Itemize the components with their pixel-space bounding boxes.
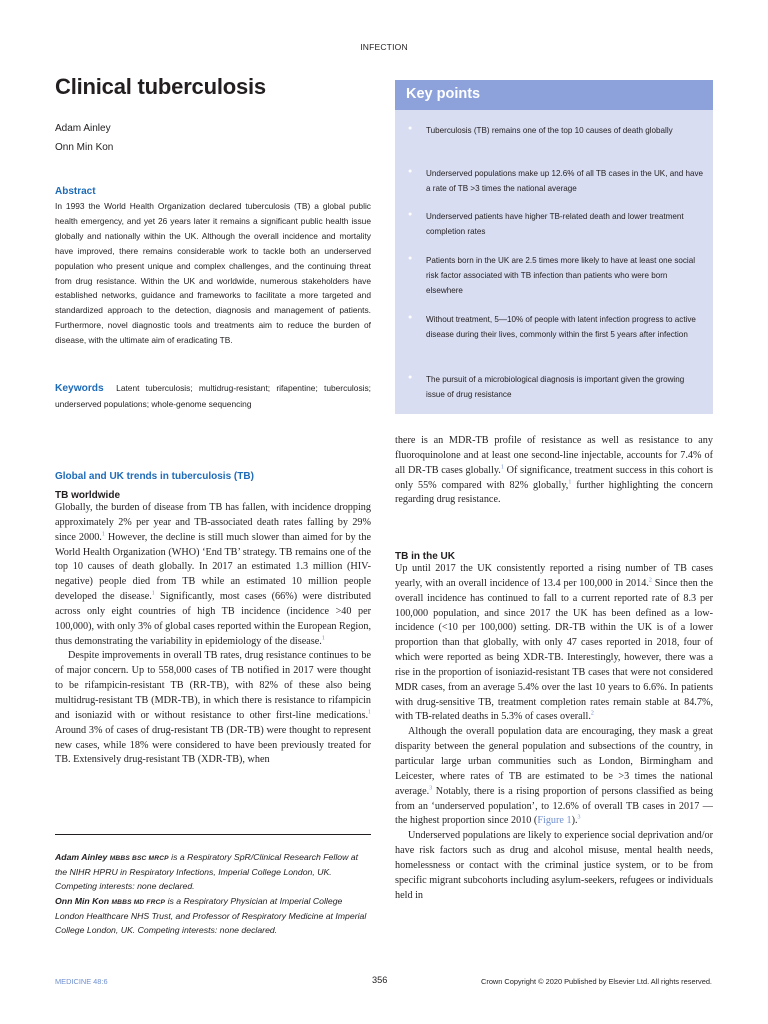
key-point-item: Tuberculosis (TB) remains one of the top 10 causes of death globally — [426, 126, 673, 135]
abstract-text: In 1993 the World Health Organization declared tuberculosis (TB) a global public health emergency, and yet 26 years later it remains a significant public health issue globally and nationally within the UK. Although the overall incidence and mortality have improved, there remains considerable work to tackle both an underserved population who present unique and complex challenges, and the continuing threat from drug resistance. Within the UK and worldwide, numerous stakeholders have established networks, guidance and frameworks to facilitate a more targeted and standardized approach to the detection, diagnosis and management of patients. Furthermore, novel diagnostic tools and treatments aim to reduce the burden of disease, with the ultimate aim of eradicating TB. — [55, 201, 371, 346]
key-point-item: Without treatment, 5—10% of people with latent infection progress to active disease during their lives, commonly within the first 5 years after infection — [426, 315, 696, 339]
paragraph: Although the overall population data are encouraging, they mask a great disparity between the general population and subsections of the country, in particular large urban communities such as London, Birmingham and Leicester, where rates of TB are estimated to be >3 times the national average.$^3$ Notably, there is a rising proportion of persons classified as being from an ‘underserved population’, to 12.6% of overall TB cases in 2017 — the highest proportion since 2010 (Figure 1).$^3$ — [395, 726, 713, 827]
author-footnote: Onn Min Kon MBBS MD FRCP is a Respiratory Physician at Imperial College London Healthcare NHS Trust, and Professor of Respiratory Medicine at Imperial College London, UK. Competing interests: none declared. — [55, 896, 367, 935]
citation-link[interactable]: 1 — [500, 464, 504, 471]
author-name: Adam Ainley — [55, 123, 111, 134]
subsection-heading: TB worldwide — [55, 490, 120, 501]
citation-link[interactable]: 2 — [590, 711, 594, 718]
running-head: INFECTION — [360, 42, 408, 52]
citation-link[interactable]: 2 — [648, 577, 652, 584]
footnote-divider — [55, 834, 371, 835]
keywords-label: Keywords — [55, 383, 104, 394]
journal-reference: MEDICINE 48:6 — [55, 977, 108, 986]
citation-link[interactable]: 1 — [568, 479, 572, 486]
right-column-body — [395, 562, 713, 903]
article-title: Clinical tuberculosis — [55, 74, 266, 99]
bullet-icon: ● — [408, 255, 413, 262]
subsection-heading: TB in the UK — [395, 551, 455, 562]
key-point-item: Patients born in the UK are 2.5 times more likely to have at least one social risk factor associated with TB infection than patients who were born elsewhere — [426, 256, 696, 295]
author-footnote: Adam Ainley MBBS BSC MRCP is a Respiratory SpR/Clinical Research Fellow at the NIHR HPRU in Respiratory Infections, Imperial College London, UK. Competing interests: none declared. — [55, 852, 359, 891]
abstract-heading: Abstract — [55, 186, 96, 197]
bullet-icon: ● — [408, 374, 413, 381]
page-number: 356 — [372, 975, 388, 985]
citation-link[interactable]: 1 — [101, 531, 105, 538]
bullet-icon: ● — [408, 211, 413, 218]
keywords-text: Latent tuberculosis; multidrug-resistant; rifapentine; tuberculosis; underserved populations; whole-genome sequencing — [55, 383, 372, 409]
key-points-box — [395, 80, 713, 414]
left-column-body — [55, 501, 371, 768]
citation-link[interactable]: 1 — [321, 635, 325, 642]
paragraph: Despite improvements in overall TB rates, drug resistance continues to be of major concern. Up to 558,000 cases of TB notified in 2017 were thought to be rifampicin-resistant TB (RR-TB), with 82% of these also being multidrug-resistant TB (MDR-TB), in which there is resistance to rifampicin and isoniazid with or without resistance to other first-line medications.$^1$ Around 3% of cases of drug-resistant TB (DR-TB) were thought to represent new cases, while 18% were considered to have been previously treated for TB. Extensively drug-resistant TB (XDR-TB), when — [55, 650, 371, 766]
citation-link[interactable]: 3 — [577, 814, 581, 821]
keywords — [55, 381, 371, 412]
figure-link[interactable]: Figure 1 — [537, 815, 572, 827]
copyright-notice: Crown Copyright © 2020 Published by Elsevier Ltd. All rights reserved. — [481, 977, 712, 986]
citation-link[interactable]: 1 — [151, 590, 155, 597]
paragraph: there is an MDR-TB profile of resistance as well as resistance to any fluoroquinolone and at least one second-line injectable, accounts for 7.4% of all DR-TB cases globally.$^1$ Of significance, treatment success in this cohort is only 55% compared with 82% globally,$^1$ further highlighting the concern regarding drug resistance. — [395, 435, 713, 506]
citation-link[interactable]: 1 — [368, 709, 371, 716]
paragraph: Globally, the burden of disease from TB has fallen, with incidence dropping approximately 2% per year and TB-associated death rates falling by 29% since 2000.$^1$ However, the decline is still much slower than aimed for by the World Health Organization (WHO) ‘End TB’ strategy. TB remains one of the top 10 causes of death globally. In 2017 an estimated 1.3 million (HIV-negative) people died from TB while an estimated 10 million people developed the disease.$^1$ Significantly, most cases (66%) were distributed across only eight countries of high TB incidence (incidence >40 per 100,000), with only 3% of global cases reported within the European Region, thus demonstrating the variability in epidemiology of the disease.$^1$ — [55, 502, 371, 647]
section-heading: Global and UK trends in tuberculosis (TB) — [55, 471, 254, 482]
paragraph: Up until 2017 the UK consistently reported a rising number of TB cases yearly, with an overall incidence of 13.4 per 100,000 in 2014.$^2$ Since then the overall incidence has continued to fall to a current reported rate of 8.3 per 100,000 population, and since 2017 the UK has been defined as a low-incidence (<10 per 100,000) setting. DR-TB within the UK is of a lower proportion than that globally, with only 47 cases reported in 2018, four of which were reported as being XDR-TB. Interestingly, however, there was a rise in the proportion of isoniazid-resistant TB cases that were not considered MDR cases, from an average 5.4% over the last 10 years to 6.6%. In patients with drug-sensitive TB, treatment completion rates remain stable at 84.7%, with TB-related deaths in 5.3% of cases overall.$^2$ — [395, 563, 713, 723]
key-point-item: The pursuit of a microbiological diagnosis is important given the growing issue of drug resistance — [426, 375, 685, 399]
right-column-body — [395, 434, 713, 508]
paragraph: Underserved populations are likely to experience social deprivation and/or have risk factors such as drug and alcohol misuse, mental health needs, homelessness or contact with the criminal justice system, or to be from specific migrant subcohorts including asylum-seekers, refugees or individuals held in — [395, 830, 713, 901]
bullet-icon: ● — [408, 168, 413, 175]
bullet-icon: ● — [408, 314, 413, 321]
author-name: Onn Min Kon — [55, 142, 114, 153]
bullet-icon: ● — [408, 125, 413, 132]
citation-link[interactable]: 3 — [429, 785, 433, 792]
key-point-item: Underserved populations make up 12.6% of all TB cases in the UK, and have a rate of TB >3 times the national average — [426, 169, 704, 193]
key-point-item: Underserved patients have higher TB-related death and lower treatment completion rates — [426, 212, 684, 236]
key-points-heading: Key points — [395, 80, 713, 110]
